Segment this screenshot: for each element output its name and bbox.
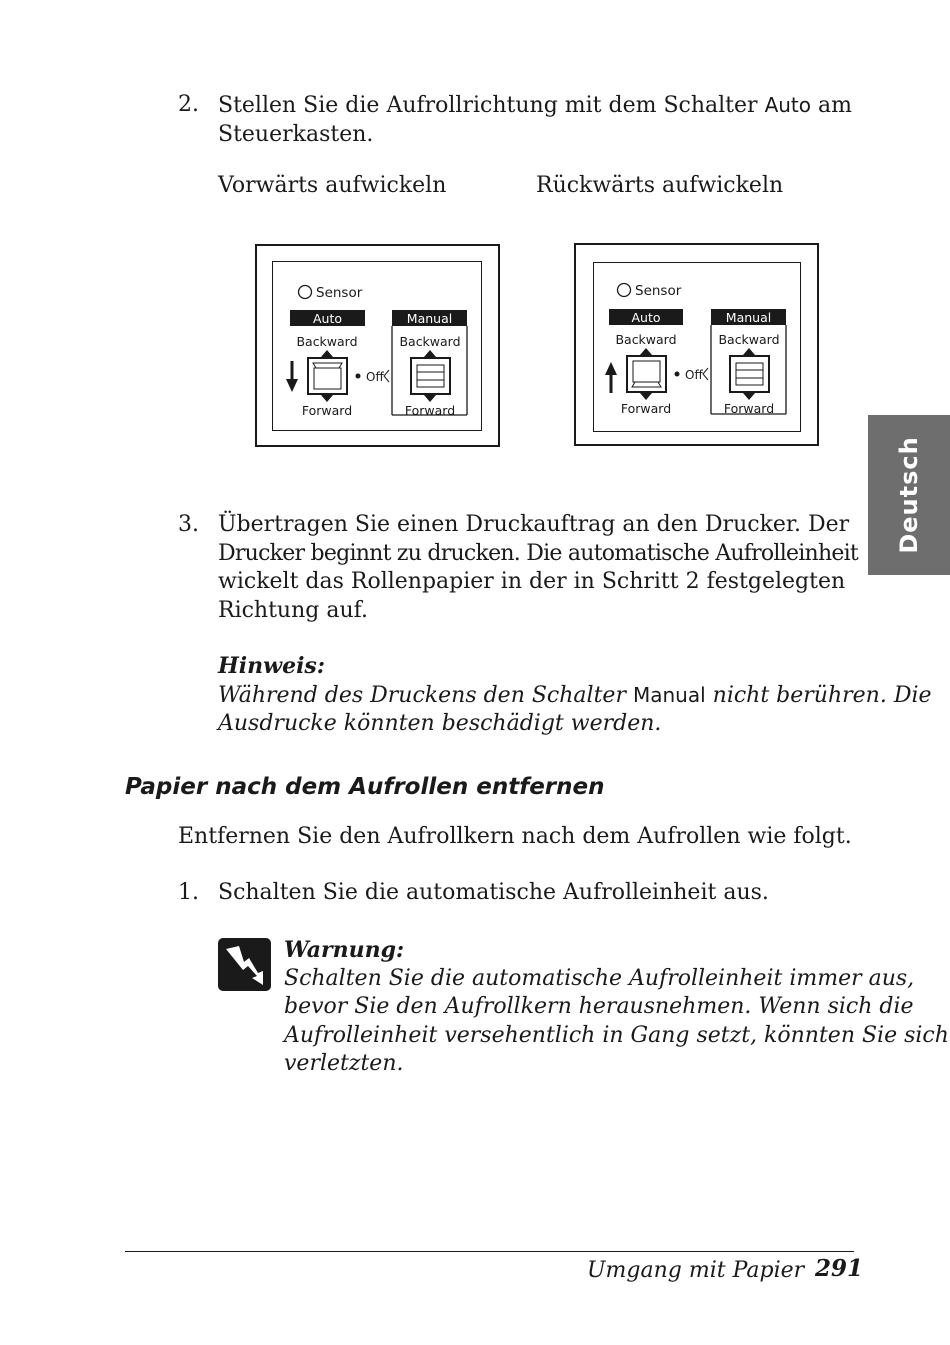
warning-lightning-icon (218, 938, 271, 991)
up-triangle-icon (321, 350, 333, 357)
language-tab (868, 415, 950, 575)
down-triangle-icon (743, 393, 755, 400)
warning-line: bevor Sie den Aufrollkern herausnehmen. Wenn sich die (284, 994, 914, 1019)
step-2-text-end: am (818, 93, 852, 118)
arrow-down-icon (286, 379, 298, 392)
step-3-line: Richtung auf. (218, 597, 368, 623)
warning-line: Aufrolleinheit versehentlich in Gang setzt, könnten Sie sich (284, 1022, 949, 1048)
footer-rule (125, 1251, 854, 1252)
step-3-text (218, 511, 858, 625)
note-block (218, 652, 932, 739)
manual-forward-label: Forward (723, 401, 775, 416)
auto-header: Auto (312, 311, 343, 326)
caption-forward: Vorwärts aufwickeln (218, 173, 447, 198)
warning-title: Warnung: (284, 937, 405, 963)
warning-line: Schalten Sie die automatische Aufrolleinheit immer aus, (284, 965, 915, 991)
step-number: 2. (178, 92, 199, 117)
down-triangle-icon (640, 393, 652, 400)
note-text-line2: Ausdrucke könnten beschädigt werden. (218, 711, 662, 736)
language-tab-label: Deutsch (895, 436, 923, 554)
sensor-label: Sensor (316, 285, 363, 301)
section-heading: Papier nach dem Aufrollen entfernen (125, 774, 605, 800)
up-triangle-icon (424, 350, 436, 357)
sensor-indicator-icon (618, 284, 631, 297)
step-number: 1. (178, 880, 199, 905)
caption-backward: Rückwärts aufwickeln (536, 173, 784, 198)
auto-switch-label: Auto (764, 93, 811, 117)
control-panel-backward-diagram (576, 245, 817, 444)
auto-forward-label: Forward (620, 401, 672, 416)
step-2-text-line2: Steuerkasten. (218, 121, 374, 147)
manual-forward-label: Forward (404, 403, 456, 418)
step-1-text: Schalten Sie die automatische Aufrolleinheit aus. (218, 880, 769, 905)
sensor-label: Sensor (635, 283, 682, 299)
footer-chapter: Umgang mit Papier (587, 1258, 805, 1283)
manual-switch-label: Manual (632, 682, 706, 707)
step-2-text-start: Stellen Sie die Aufrollrichtung mit dem Schalter (218, 93, 758, 118)
auto-forward-label: Forward (301, 403, 353, 418)
step-2-text (218, 91, 858, 149)
control-panel-backward (574, 243, 819, 446)
down-triangle-icon (424, 395, 436, 402)
step-3-line: wickelt das Rollenpapier in der in Schritt 2 festgelegten (218, 569, 846, 594)
control-panel-forward-diagram (257, 246, 498, 445)
arrow-up-icon (605, 362, 617, 375)
off-label: Off (366, 370, 384, 384)
section-intro: Entfernen Sie den Aufrollkern nach dem Aufrollen wie folgt. (178, 824, 852, 849)
auto-header: Auto (631, 310, 661, 325)
note-text-end: nicht berühren. Die (712, 682, 932, 708)
manual-backward-label: Backward (718, 332, 780, 347)
manual-header: Manual (406, 311, 453, 326)
up-triangle-icon (743, 348, 755, 355)
step-3-line: Übertragen Sie einen Druckauftrag an den Drucker. Der (218, 512, 850, 537)
step-number: 3. (178, 512, 199, 537)
off-label: Off (685, 368, 703, 382)
warning-line: verletzten. (284, 1051, 404, 1076)
page-number: 291 (815, 1255, 864, 1282)
auto-backward-label: Backward (615, 332, 677, 347)
sensor-indicator-icon (299, 286, 312, 299)
manual-backward-label: Backward (399, 334, 461, 349)
down-triangle-icon (321, 395, 333, 402)
note-title: Hinweis: (218, 653, 325, 679)
up-triangle-icon (640, 348, 652, 355)
manual-header: Manual (725, 310, 772, 325)
control-panel-forward (255, 244, 500, 447)
warning-block (284, 936, 949, 1079)
step-3-line: Drucker beginnt zu drucken. Die automatische Aufrolleinheit (218, 540, 859, 566)
auto-backward-label: Backward (296, 334, 358, 349)
note-text-start: Während des Druckens den Schalter (218, 682, 626, 708)
